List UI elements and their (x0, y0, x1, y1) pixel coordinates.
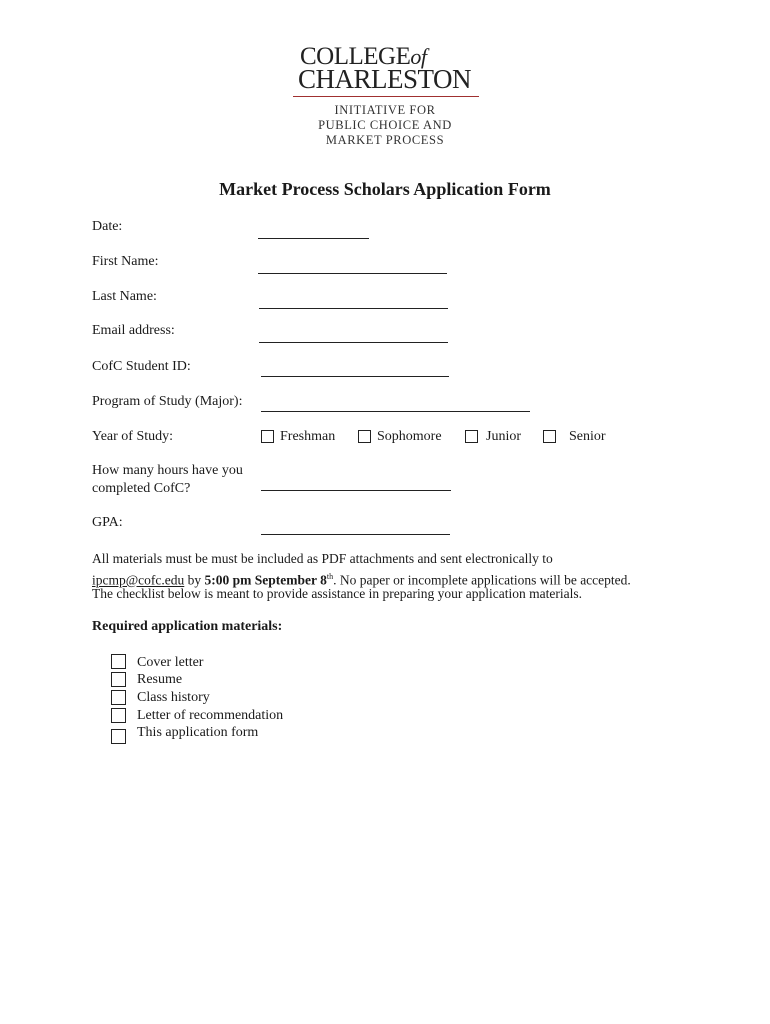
program-field[interactable] (261, 411, 530, 412)
class-history-checkbox[interactable] (111, 690, 126, 705)
logo-charleston-text: CHARLESTON (298, 64, 472, 94)
program-label: Program of Study (Major): (92, 394, 243, 409)
resume-checkbox[interactable] (111, 672, 126, 687)
first-name-label: First Name: (92, 254, 159, 269)
resume-label: Resume (137, 672, 183, 687)
logo-of-text: of (410, 44, 427, 69)
gpa-field[interactable] (261, 534, 450, 535)
hours-label-line1: How many hours have you (92, 463, 243, 478)
last-name-field[interactable] (259, 308, 448, 309)
last-name-label: Last Name: (92, 289, 157, 304)
freshman-checkbox[interactable] (261, 430, 274, 443)
letter-of-recommendation-checkbox[interactable] (111, 708, 126, 723)
sophomore-label: Sophomore (377, 429, 442, 444)
cover-letter-label: Cover letter (137, 655, 204, 670)
by-text: by (187, 572, 202, 588)
first-name-field[interactable] (258, 273, 447, 274)
logo-college-text: COLLEGEof (300, 43, 427, 70)
student-id-field[interactable] (261, 376, 449, 377)
logo-subtitle-line1: INITIATIVE FOR (334, 103, 436, 117)
application-form-label: This application form (137, 725, 259, 740)
application-form-checkbox[interactable] (111, 729, 126, 744)
gpa-label: GPA: (92, 515, 123, 530)
letter-of-recommendation-label: Letter of recommendation (137, 708, 284, 723)
student-id-label: CofC Student ID: (92, 359, 191, 374)
logo-subtitle-line2: PUBLIC CHOICE AND (318, 118, 452, 132)
hours-field[interactable] (261, 490, 451, 491)
email-label: Email address: (92, 323, 175, 338)
date-label: Date: (92, 219, 123, 234)
year-label: Year of Study: (92, 429, 174, 444)
date-field[interactable] (258, 238, 369, 239)
deadline-superscript: th (326, 572, 334, 581)
senior-checkbox[interactable] (543, 430, 556, 443)
junior-label: Junior (486, 429, 521, 444)
email-link[interactable]: ipcmp@cofc.edu (92, 572, 185, 588)
junior-checkbox[interactable] (465, 430, 478, 443)
deadline-text: 5:00 pm September 8 (204, 572, 327, 588)
instructions-line3: The checklist below is meant to provide assistance in preparing your application materials. (92, 586, 582, 601)
sophomore-checkbox[interactable] (358, 430, 371, 443)
required-heading: Required application materials: (92, 619, 283, 634)
senior-label: Senior (569, 429, 606, 444)
class-history-label: Class history (137, 690, 210, 705)
logo-subtitle-line3: MARKET PROCESS (325, 133, 445, 147)
hours-label-line2: completed CofC? (92, 481, 191, 496)
email-field[interactable] (259, 342, 448, 343)
cover-letter-checkbox[interactable] (111, 654, 126, 669)
instructions-line1: All materials must be must be included as PDF attachments and sent electronically to (92, 551, 553, 566)
logo-divider (293, 96, 479, 97)
form-title: Market Process Scholars Application Form (219, 179, 551, 199)
instructions-continued: . No paper or incomplete applications will be accepted. (333, 572, 631, 588)
freshman-label: Freshman (280, 429, 336, 444)
